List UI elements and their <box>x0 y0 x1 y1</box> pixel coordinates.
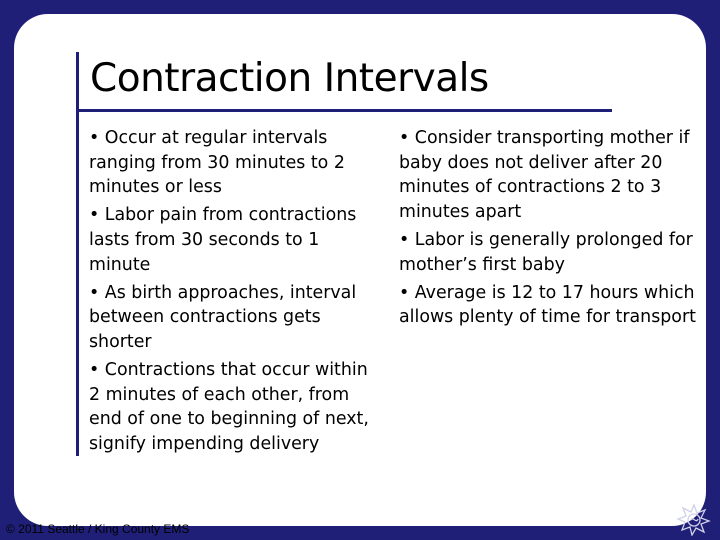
bullet-item <box>399 228 699 277</box>
bullet-glyph: • <box>89 282 100 303</box>
bullet-text: Occur at regular intervals ranging from 30 minutes to 2 minutes or less <box>89 128 345 198</box>
bullet-item <box>399 126 699 224</box>
star-of-life-seal-icon <box>674 502 714 536</box>
copyright-footer: © 2011 Seattle / King County EMS <box>6 522 190 536</box>
bullet-item <box>89 203 381 277</box>
bullet-glyph: • <box>89 205 100 226</box>
bullet-glyph: • <box>399 282 410 303</box>
slide-title: Contraction Intervals <box>90 56 489 101</box>
bullet-text: As birth approaches, interval between contractions gets shorter <box>89 282 357 352</box>
left-bullet-list <box>89 126 381 460</box>
bullet-text: Consider transporting mother if baby does not deliver after 20 minutes of contractions 2 to 3 minutes apart <box>399 128 690 222</box>
right-bullet-list <box>399 126 699 334</box>
bullet-glyph: • <box>399 229 410 250</box>
bullet-text: Average is 12 to 17 hours which allows plenty of time for transport <box>399 282 696 328</box>
bullet-glyph: • <box>399 128 410 148</box>
bullet-item <box>89 126 381 200</box>
bullet-text: Labor is generally prolonged for mother’s first baby <box>399 229 693 275</box>
bullet-text: Labor pain from contractions lasts from 30 seconds to 1 minute <box>89 205 357 275</box>
bullet-item <box>399 281 699 330</box>
bullet-text: Contractions that occur within 2 minutes of each other, from end of one to beginning of next, signify impending delivery <box>89 360 369 454</box>
title-rule-horizontal <box>76 109 612 112</box>
bullet-item <box>89 358 381 456</box>
bullet-glyph: • <box>89 360 100 381</box>
bullet-item <box>89 281 381 355</box>
title-rule-vertical <box>76 52 79 456</box>
bullet-glyph: • <box>89 128 100 148</box>
